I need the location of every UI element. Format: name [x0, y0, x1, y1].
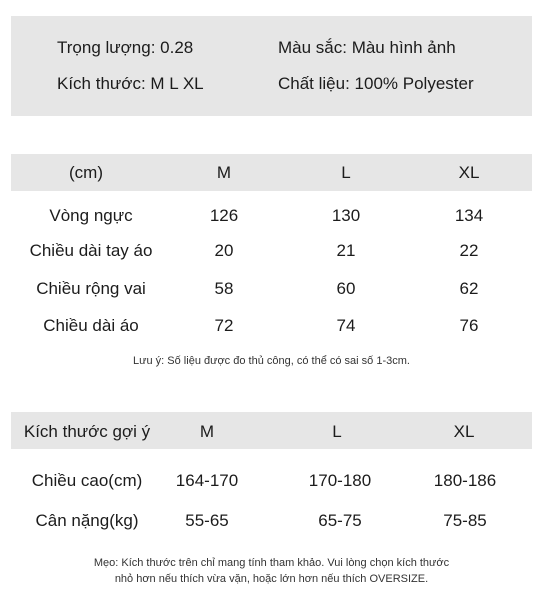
suggest-cell: 170-180: [308, 471, 372, 490]
measure-cell: 21: [336, 241, 356, 260]
suggest-note-line2: nhỏ hơn nếu thích vừa vặn, hoặc lớn hơn nếu thích OVERSIZE.: [114, 573, 429, 585]
measure-note: Lưu ý: Số liệu được đo thủ công, có thể có sai số 1-3cm.: [133, 355, 410, 367]
suggest-header-label: Kích thước gợi ý: [23, 422, 151, 441]
measure-cell: 60: [336, 279, 356, 298]
measure-cell: 22: [459, 241, 479, 260]
material-info: Chất liệu: 100% Polyester: [278, 74, 474, 93]
suggest-header-l: L: [332, 422, 342, 441]
measure-row-label: Chiều dài tay áo: [29, 241, 153, 260]
product-info-box: [11, 16, 532, 116]
measure-cell: 72: [214, 316, 234, 335]
suggest-cell: 75-85: [443, 511, 487, 530]
measure-cell: 126: [209, 206, 239, 225]
measure-header-m: M: [216, 163, 232, 182]
measure-cell: 62: [459, 279, 479, 298]
suggest-row-label: Cân nặng(kg): [35, 511, 139, 530]
measure-header-unit: (cm): [69, 163, 103, 182]
measure-row-label: Chiều rộng vai: [36, 279, 146, 298]
measure-cell: 76: [459, 316, 479, 335]
measure-row-label: Chiều dài áo: [43, 316, 139, 335]
sizes-info: Kích thước: M L XL: [57, 74, 204, 93]
measure-header-l: L: [341, 163, 351, 182]
suggest-cell: 55-65: [185, 511, 229, 530]
measure-cell: 58: [214, 279, 234, 298]
measure-cell: 20: [214, 241, 234, 260]
suggest-cell: 65-75: [318, 511, 362, 530]
suggest-cell: 164-170: [175, 471, 239, 490]
suggest-cell: 180-186: [433, 471, 497, 490]
suggest-row-label: Chiều cao(cm): [31, 471, 143, 490]
measure-row-label: Vòng ngực: [49, 206, 133, 225]
suggest-header-m: M: [199, 422, 215, 441]
measure-cell: 74: [336, 316, 356, 335]
measure-header-xl: XL: [458, 163, 480, 182]
suggest-note-line1: Mẹo: Kích thước trên chỉ mang tính tham khảo. Vui lòng chọn kích thước: [93, 557, 450, 569]
measure-cell: 134: [454, 206, 484, 225]
color-info: Màu sắc: Màu hình ảnh: [278, 38, 456, 57]
measure-cell: 130: [331, 206, 361, 225]
weight-info: Trọng lượng: 0.28: [57, 38, 194, 57]
suggest-header-xl: XL: [453, 422, 475, 441]
